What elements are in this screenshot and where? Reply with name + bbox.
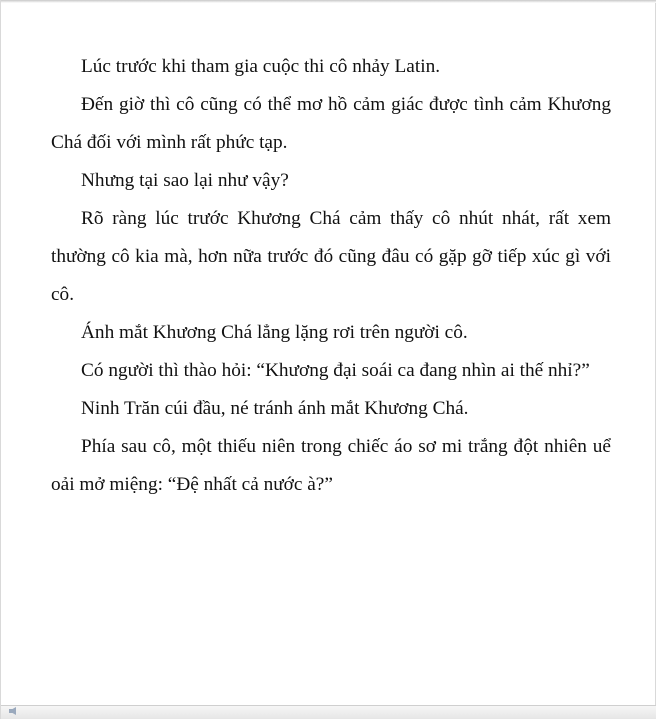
paragraph-6: Có người thì thào hỏi: “Khương đại soái ca đang nhìn ai thế nhỉ?”: [81, 360, 590, 381]
status-bar: [1, 705, 656, 719]
paragraph-1: Lúc trước khi tham gia cuộc thi cô nhảy Latin.: [81, 56, 441, 77]
paragraph-2: Đến giờ thì cô cũng có thể mơ hồ cảm giác được tình cảm Khương Chá đối với mình rất phức tạp.: [51, 94, 611, 153]
paragraph-7: Ninh Trăn cúi đầu, né tránh ánh mắt Khương Chá.: [81, 398, 469, 419]
document-page: [1, 0, 656, 705]
paragraph-3: Nhưng tại sao lại như vậy?: [81, 170, 289, 191]
paragraph-4: Rõ ràng lúc trước Khương Chá cảm thấy cô nhút nhát, rất xem thường cô kia mà, hơn nữa trước đó cũng đâu có gặp gỡ tiếp xúc gì với cô.: [51, 208, 611, 305]
paragraph-5: Ánh mắt Khương Chá lẳng lặng rơi trên người cô.: [81, 322, 468, 343]
paragraph-8: Phía sau cô, một thiếu niên trong chiếc áo sơ mi trắng đột nhiên uể oải mở miệng: “Đệ nhất cả nước à?”: [51, 436, 611, 495]
arrow-left-icon[interactable]: [9, 707, 16, 715]
